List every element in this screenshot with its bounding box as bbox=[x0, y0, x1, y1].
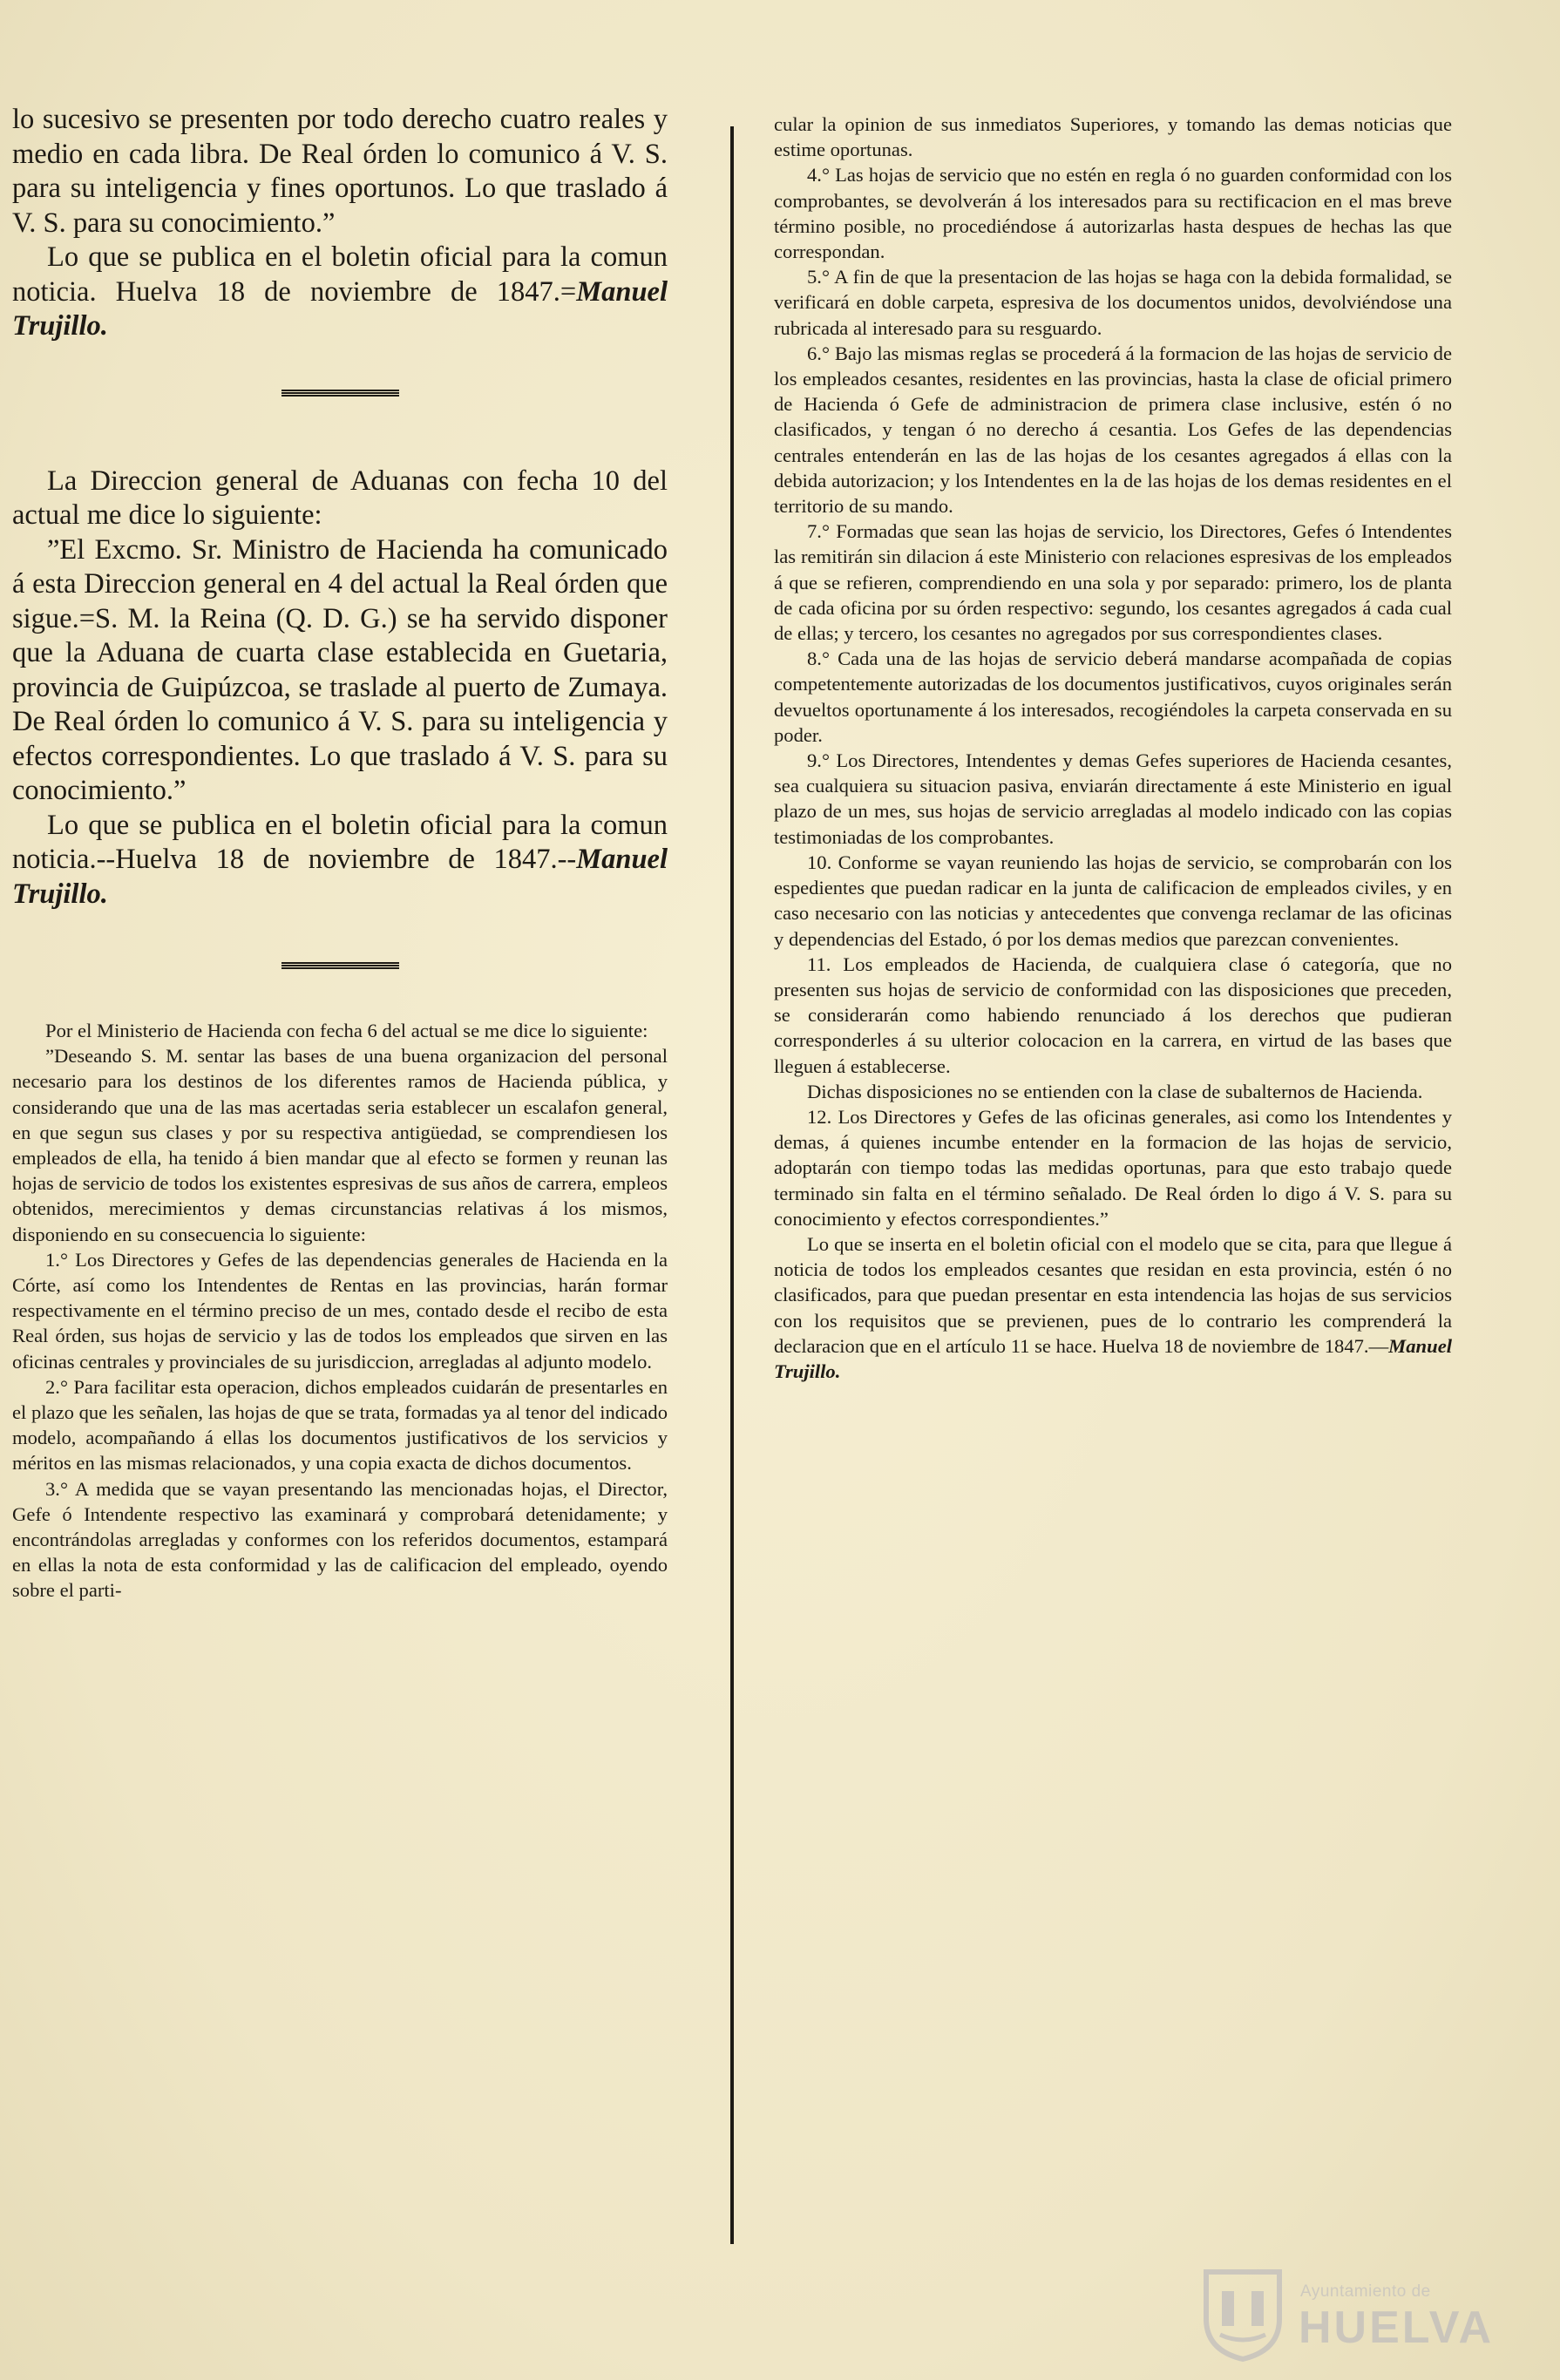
paragraph-royal-order-preamble: ”Deseando S. M. sentar las bases de una buena organizacion del personal necesario para los destinos de los diferentes ramos de Hacienda pública, y considerando que una de las mas acertadas seria establecer un escalafon general, en que segun sus clases y por su respectiva antigüedad, se comprendiesen los empleados de ella, ha tenido á bien mandar que al efecto se formen y reunan las hojas de servicio de todos los existentes espresivas de sus años de carrera, empleos obtenidos, merecimientos y demas circunstancias relativas á los mismos, disponiendo en su consecuencia lo siguiente: bbox=[12, 1045, 668, 1245]
section-divider-rule bbox=[281, 962, 399, 969]
section-divider-rule bbox=[281, 390, 399, 397]
article-11-note: Dichas disposiciones no se entienden con la clase de subalternos de Hacienda. bbox=[807, 1080, 1423, 1102]
watermark-line-1: Ayuntamiento de bbox=[1300, 2282, 1431, 2301]
article-6: 6.° Bajo las mismas reglas se procederá á la formacion de las hojas de servicio de los empleados cesantes, residentes en las provincias, hasta la clase de oficial primero de Hacienda ó Gefe de administracion de primera clase inclusive, estén ó no clasificados, y tengan ó no derecho á cesantia. Los Gefes de las dependencias centrales entenderán en las de las hojas de los cesantes agregados á ellas con la debida autorizacion; y los Intendentes en la de las hojas de los demas residentes en el territorio de su mando. bbox=[774, 342, 1452, 518]
signature: Manuel Trujillo. bbox=[774, 1334, 1452, 1382]
article-10: 10. Conforme se vayan reuniendo las hojas de servicio, se comprobarán con los espedientes que puedan radicar en la junta de calificacion de empleados civiles, y en caso necesario con las noticias y antecedentes que convenga reclamar de las oficinas y dependencias del Estado, ó por los demas medios que parezcan convenientes. bbox=[774, 851, 1452, 950]
paragraph-ministerio-intro: Por el Ministerio de Hacienda con fecha 6 del actual se me dice lo siguiente: bbox=[45, 1020, 648, 1041]
paragraph-publication-note-3 bbox=[774, 1231, 1452, 1384]
column-divider bbox=[730, 126, 734, 2244]
article-9: 9.° Los Directores, Intendentes y demas Gefes superiores de Hacienda cesantes, sea cualquiera su situacion pasiva, enviarán directamente á este Ministerio en igual plazo de un mes, sus hojas de servicio arregladas al modelo indicado con las copias testimoniadas de los comprobantes. bbox=[774, 749, 1452, 848]
publication-note-text: Lo que se publica en el boletin oficial para la comun noticia.--Huelva 18 de noviembre de 1847.-- bbox=[12, 809, 668, 875]
right-column bbox=[774, 112, 1452, 1384]
article-2: 2.° Para facilitar esta operacion, dichos empleados cuidarán de presentarles en el plazo que les señalen, las hojas de que se trata, formadas ya al tenor del indicado modelo, acompañando á ellas los documentos justificativos de los servicios y méritos en las mismas relacionados, y una copia exacta de dichos documentos. bbox=[12, 1375, 668, 1475]
archive-watermark bbox=[1196, 2267, 1495, 2363]
article-3: 3.° A medida que se vayan presentando las mencionadas hojas, el Director, Gefe ó Intendente respectivo las examinará y comprobará detenidamente; y encontrándolas arregladas y conformes con los referidos documentos, estampará en ellas la nota de esta conformidad y las de calificacion del empleado, oyendo sobre el parti- bbox=[12, 1477, 668, 1602]
article-1: 1.° Los Directores y Gefes de las dependencias generales de Hacienda en la Córte, así como los Intendentes de Rentas en las provincias, harán formar respectivamente en el término preciso de un mes, contado desde el recibo de esta Real órden, sus hojas de servicio y las de todos los empleados que sirven en las oficinas centrales y provinciales de su jurisdiccion, arregladas al adjunto modelo. bbox=[12, 1248, 668, 1373]
paragraph-publication-note-1 bbox=[12, 241, 668, 344]
signature: Manuel Trujillo. bbox=[12, 275, 668, 342]
paragraph-aduanas-order: ”El Excmo. Sr. Ministro de Hacienda ha comunicado á esta Direccion general en 4 del actual la Real órden que sigue.=S. M. la Reina (Q. D. G.) se ha servido disponer que la Aduana de cuarta clase establecida en Guetaria, provincia de Guipúzcoa, se traslade al puerto de Zumaya. De Real órden lo comunico á V. S. para su inteligencia y efectos correspondientes. Lo que traslado á V. S. para su conocimiento.” bbox=[12, 533, 668, 806]
article-11: 11. Los empleados de Hacienda, de cualquiera clase ó categoría, que no presenten sus hojas de servicio de conformidad con las disposiciones que preceden, se considerarán como habiendo renunciado á los derechos que pudieran corresponderles á su ulterior colocacion en la carrera, en virtud de las bases que lleguen á establecerse. bbox=[774, 953, 1452, 1077]
article-4: 4.° Las hojas de servicio que no estén en regla ó no guarden conformidad con los comprobantes, se devolverán á los interesados para su rectificacion en el mas breve término posible, no procediéndose á autorizarlas hasta despues de hechas las que correspondan. bbox=[774, 164, 1452, 263]
article-3-continuation: cular la opinion de sus inmediatos Superiores, y tomando las demas noticias que estime oportunas. bbox=[774, 113, 1452, 161]
article-12: 12. Los Directores y Gefes de las oficinas generales, asi como los Intendentes y demas, á quienes incumbe entender en la formacion de las hojas de servicio, adoptarán con tiempo todas las medidas oportunas, para que esto trabajo quede terminado sin falta en el término señalado. De Real órden lo digo á V. S. para su conocimiento y efectos correspondientes.” bbox=[774, 1105, 1452, 1230]
article-7: 7.° Formadas que sean las hojas de servicio, los Directores, Gefes ó Intendentes las remitirán sin dilacion á este Ministerio con relaciones espresivas de los empleados á que se refieren, comprendiendo en una sola y por separado: primero, los de planta de cada oficina por su órden respectivo: segundo, los cesantes agregados á cada cual de ellas; y tercero, los cesantes no agregados por sus correspondientes clases. bbox=[774, 520, 1452, 645]
paragraph-publication-note-2 bbox=[12, 809, 668, 912]
publication-note-text: Lo que se publica en el boletin oficial para la comun noticia. Huelva 18 de noviembre de 1847.= bbox=[12, 241, 668, 308]
article-8: 8.° Cada una de las hojas de servicio deberá mandarse acompañada de copias competentemente autorizadas de los documentos justificativos, cuyos originales serán devueltos oportunamente á los interesados, recogiéndoles la carpeta conservada en su poder. bbox=[774, 648, 1452, 746]
signature: Manuel Trujillo. bbox=[12, 844, 668, 910]
large-type-section bbox=[12, 103, 668, 1018]
paragraph-aduanas-intro: La Direccion general de Aduanas con fecha 10 del actual me dice lo siguiente: bbox=[12, 464, 668, 531]
paragraph-continuation: lo sucesivo se presenten por todo derecho cuatro reales y medio en cada libra. De Real órden lo comunico á V. S. para su inteligencia y fines oportunos. Lo que traslado á V. S. para su conocimiento.” bbox=[12, 104, 668, 239]
left-column bbox=[12, 103, 668, 1604]
publication-note-text: Lo que se inserta en el boletin oficial con el modelo que se cita, para que llegue á noticia de todos los empleados cesantes que residan en esta provincia, estén ó no clasificados, para que puedan presentar en esta intendencia las hojas de sus servicios con los requisitos que se previenen, pues de lo contrario les comprenderá la declaracion que en el artículo 11 se hace. Huelva 18 de noviembre de 1847.— bbox=[774, 1232, 1452, 1357]
shield-icon bbox=[1199, 2267, 1286, 2363]
article-5: 5.° A fin de que la presentacion de las hojas se haga con la debida formalidad, se verificará en doble carpeta, espresiva de los documentos unidos, devolviéndose una rubricada al interesado para su resguardo. bbox=[774, 266, 1452, 339]
small-type-section bbox=[12, 1018, 668, 1604]
watermark-line-2: HUELVA bbox=[1299, 2302, 1495, 2353]
